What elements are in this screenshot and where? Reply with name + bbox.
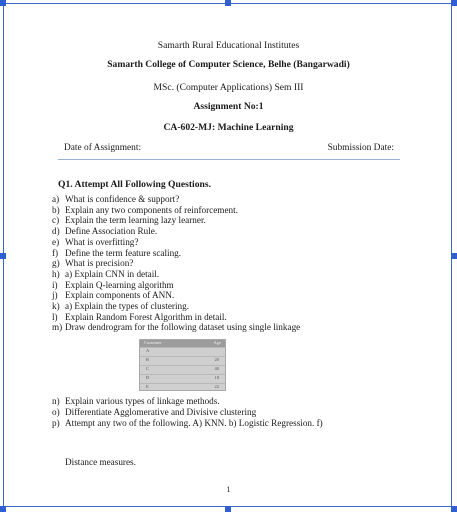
question-item xyxy=(52,407,256,417)
question-text: Attempt any two of the following. A) KNN. b) Logistic Regression. f) xyxy=(65,418,323,429)
question-text: What is confidence & support? xyxy=(65,194,180,204)
question-letter: k) xyxy=(52,301,60,311)
question-text: Explain various types of linkage methods. xyxy=(65,396,220,406)
question-letter: h) xyxy=(52,268,60,279)
table-cell: D xyxy=(146,375,150,380)
question-item xyxy=(52,258,133,268)
question-letter: g) xyxy=(52,258,60,269)
question-item xyxy=(52,418,323,428)
submission-date-label: Submission Date: xyxy=(327,143,394,153)
resize-handle-top-center[interactable] xyxy=(225,0,231,6)
question-item xyxy=(52,280,174,290)
question-text: Draw dendrogram for the following dataset using single linkage xyxy=(65,322,301,333)
question-letter: e) xyxy=(52,236,60,247)
table-row xyxy=(140,365,225,374)
question-text: Explain components of ANN. xyxy=(65,290,175,301)
question-letter: d) xyxy=(52,226,60,237)
question-text: Define Association Rule. xyxy=(65,226,158,237)
question-item xyxy=(52,215,206,225)
date-of-assignment-label: Date of Assignment: xyxy=(64,143,142,153)
question-p-continuation: Distance measures. xyxy=(65,457,136,467)
question-item xyxy=(52,237,138,247)
table-cell: A xyxy=(146,348,150,353)
table-cell: E xyxy=(146,384,149,389)
question-item xyxy=(52,312,227,322)
question-item xyxy=(52,322,300,332)
date-row xyxy=(64,143,394,153)
question-item xyxy=(52,194,179,204)
question-text: Explain Q-learning algorithm xyxy=(65,279,174,290)
question-item xyxy=(52,226,157,236)
question-text: Explain the term learning lazy learner. xyxy=(65,215,206,226)
question-letter: b) xyxy=(52,204,60,215)
question-item xyxy=(52,396,220,406)
question-letter: o) xyxy=(52,407,60,418)
table-row xyxy=(140,383,225,392)
question-letter: i) xyxy=(52,279,58,290)
divider xyxy=(58,159,400,160)
assignment-number: Assignment No:1 xyxy=(193,101,264,112)
table-cell: B xyxy=(146,357,150,362)
question-text: Explain Random Forest Algorithm in detail. xyxy=(65,311,227,322)
table-row xyxy=(140,347,225,356)
table-cell: 18 xyxy=(214,375,219,380)
question-item xyxy=(52,301,189,311)
question-letter: j) xyxy=(52,290,58,301)
subject-title: CA-602-MJ: Machine Learning xyxy=(163,122,294,133)
table-row xyxy=(140,356,225,365)
resize-handle-bottom-center[interactable] xyxy=(225,506,231,512)
question-item xyxy=(52,290,174,300)
table-cell: 22 xyxy=(214,384,219,389)
dataset-table xyxy=(139,339,226,391)
table-cell: 40 xyxy=(214,366,219,371)
resize-handle-bottom-left[interactable] xyxy=(0,506,6,512)
question-item xyxy=(52,205,238,215)
table-header xyxy=(140,340,225,347)
question-text: Define the term feature scaling. xyxy=(65,247,182,258)
question-item xyxy=(52,269,159,279)
table-row xyxy=(140,374,225,383)
table-header-cell: Customer xyxy=(144,340,162,345)
question-item xyxy=(52,248,181,258)
question-letter: c) xyxy=(52,215,60,226)
question-letter: l) xyxy=(52,311,58,322)
section-title: Q1. Attempt All Following Questions. xyxy=(58,179,211,190)
question-letter: n) xyxy=(52,396,60,406)
question-letter: a) xyxy=(52,194,60,204)
resize-handle-middle-right[interactable] xyxy=(451,253,457,259)
question-letter: p) xyxy=(52,418,60,429)
table-cell: 20 xyxy=(214,357,219,362)
question-text: What is precision? xyxy=(65,258,134,269)
question-letter: m) xyxy=(52,322,63,333)
question-text: Explain any two components of reinforcement. xyxy=(65,204,238,215)
resize-handle-top-right[interactable] xyxy=(451,0,457,6)
course-name: MSc. (Computer Applications) Sem III xyxy=(153,82,304,93)
question-text: a) Explain CNN in detail. xyxy=(65,268,160,279)
table-header-cell: Age xyxy=(213,340,221,345)
page-number: 1 xyxy=(226,485,231,494)
resize-handle-bottom-right[interactable] xyxy=(451,506,457,512)
table-cell: C xyxy=(146,366,150,371)
question-letter: f) xyxy=(52,247,59,258)
resize-handle-top-left[interactable] xyxy=(0,0,6,6)
question-text: What is overfitting? xyxy=(65,236,139,247)
college-name: Samarth College of Computer Science, Belhe (Bangarwadi) xyxy=(107,59,350,70)
resize-handle-middle-left[interactable] xyxy=(0,253,6,259)
question-text: a) Explain the types of clustering. xyxy=(65,301,189,311)
institute-name: Samarth Rural Educational Institutes xyxy=(157,40,300,51)
question-text: Differentiate Agglomerative and Divisive clustering xyxy=(65,407,257,418)
